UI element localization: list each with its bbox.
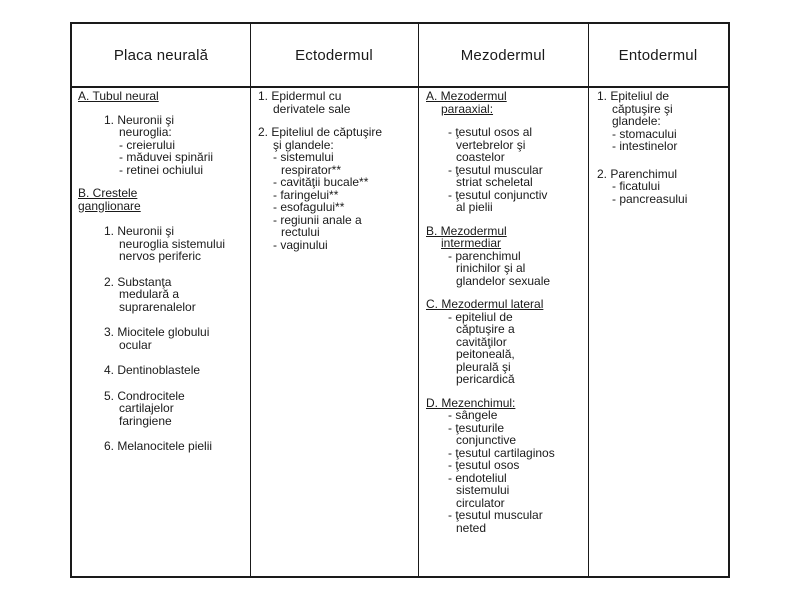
list-item: cartilajelor bbox=[119, 401, 174, 415]
column-divider bbox=[250, 24, 251, 576]
list-item: circulator bbox=[456, 495, 505, 510]
list-item: 2. Parenchimul bbox=[597, 166, 678, 181]
list-item: faringiene bbox=[119, 413, 172, 428]
list-item: 4. Dentinoblastele bbox=[104, 363, 201, 377]
section-title: ganglionare bbox=[78, 198, 141, 213]
section-title: B. Mezodermul bbox=[426, 223, 507, 238]
column-entodermul bbox=[597, 90, 725, 205]
list-item: - ţesutul cartilaginos bbox=[448, 445, 555, 460]
list-item: - ţesutul conjunctiv bbox=[448, 187, 548, 202]
column-divider bbox=[418, 24, 419, 576]
header-entodermul: Entodermul bbox=[618, 46, 698, 64]
list-item: 1. Neuronii şi bbox=[104, 112, 175, 127]
list-item: rinichilor şi al bbox=[456, 261, 526, 275]
list-item: al pielii bbox=[456, 200, 493, 214]
list-item: vertebrelor şi bbox=[456, 137, 526, 152]
section-title: paraaxial: bbox=[441, 101, 494, 116]
list-item: pleurală şi bbox=[456, 359, 511, 374]
list-item: neuroglia sistemului bbox=[119, 236, 226, 251]
list-item: - ţesutul muscular bbox=[448, 162, 543, 177]
list-item: glandele: bbox=[612, 114, 661, 128]
list-item: - faringelui** bbox=[273, 187, 339, 202]
list-item: medulară a bbox=[119, 287, 180, 301]
list-item: rectului bbox=[281, 225, 320, 239]
list-item: şi glandele: bbox=[273, 137, 334, 152]
list-item: - endoteliul bbox=[448, 470, 507, 485]
list-item: - esofagului** bbox=[273, 200, 345, 214]
list-item: - epiteliul de bbox=[448, 309, 513, 324]
germ-layers-table bbox=[70, 22, 730, 578]
header-placa-neurala: Placa neurală bbox=[113, 46, 209, 64]
list-item: - ţesutul osos bbox=[448, 458, 520, 472]
list-item: - intestinelor bbox=[612, 139, 678, 153]
section-title: C. Mezodermul lateral bbox=[426, 297, 544, 311]
list-item: suprarenalelor bbox=[119, 299, 196, 314]
list-item: coastelor bbox=[456, 150, 505, 164]
list-item: nervos periferic bbox=[119, 249, 202, 263]
list-item: 1. Neuronii şi bbox=[104, 224, 175, 238]
list-item: glandelor sexuale bbox=[456, 273, 551, 288]
list-item: - retinei ochiului bbox=[119, 162, 204, 177]
list-item: căptuşire a bbox=[456, 322, 515, 336]
header-mezodermul: Mezodermul bbox=[460, 46, 546, 64]
list-item: 6. Melanocitele pielii bbox=[104, 439, 213, 453]
list-item: căptuşire şi bbox=[612, 101, 673, 116]
list-item: 2. Epiteliul de căptuşire bbox=[258, 125, 383, 139]
list-item: neted bbox=[456, 520, 487, 535]
list-item: striat scheletal bbox=[456, 175, 533, 189]
column-divider bbox=[588, 24, 589, 576]
section-title: B. Crestele bbox=[78, 186, 138, 200]
list-item: 1. Epiteliul de bbox=[597, 89, 670, 103]
list-item: sistemului bbox=[456, 483, 510, 497]
section-title: D. Mezenchimul: bbox=[426, 395, 516, 410]
list-item: derivatele sale bbox=[273, 101, 351, 116]
list-item: neuroglia: bbox=[119, 125, 172, 139]
list-item: cavităţilor bbox=[456, 334, 507, 349]
list-item: - sângele bbox=[448, 408, 498, 422]
column-placa-neurala bbox=[78, 90, 248, 453]
list-item: - măduvei spinării bbox=[119, 150, 214, 164]
list-item: - cavităţii bucale** bbox=[273, 175, 369, 189]
list-item: - stomacului bbox=[612, 126, 677, 141]
section-title: intermediar bbox=[441, 236, 502, 250]
table-header-row bbox=[72, 24, 728, 88]
list-item: pericardică bbox=[456, 372, 515, 386]
list-item: respirator** bbox=[281, 162, 342, 177]
section-title: A. Tubul neural bbox=[78, 89, 159, 103]
list-item: - sistemului bbox=[273, 150, 334, 164]
header-ectodermul: Ectodermul bbox=[295, 46, 373, 64]
list-item: conjunctive bbox=[456, 433, 517, 447]
list-item: 1. Epidermul cu bbox=[258, 89, 342, 103]
list-item: - vaginului bbox=[273, 237, 328, 252]
list-item: ocular bbox=[119, 337, 152, 352]
list-item: - parenchimul bbox=[448, 248, 521, 263]
list-item: 5. Condrocitele bbox=[104, 388, 185, 403]
list-item: - regiunii anale a bbox=[273, 212, 362, 227]
column-ectodermul bbox=[258, 90, 416, 251]
list-item: - ţesutul osos al bbox=[448, 125, 533, 139]
list-item: - ţesuturile bbox=[448, 420, 505, 435]
list-item: - pancreasului bbox=[612, 191, 688, 206]
list-item: - creierului bbox=[119, 137, 176, 152]
list-item: 3. Miocitele globului bbox=[104, 325, 210, 339]
column-mezodermul bbox=[426, 90, 586, 534]
section-title: A. Mezodermul bbox=[426, 89, 507, 103]
list-item: peitoneală, bbox=[456, 347, 515, 361]
list-item: 2. Substanţa bbox=[104, 274, 172, 289]
list-item: - ficatului bbox=[612, 179, 661, 193]
list-item: - ţesutul muscular bbox=[448, 508, 543, 522]
